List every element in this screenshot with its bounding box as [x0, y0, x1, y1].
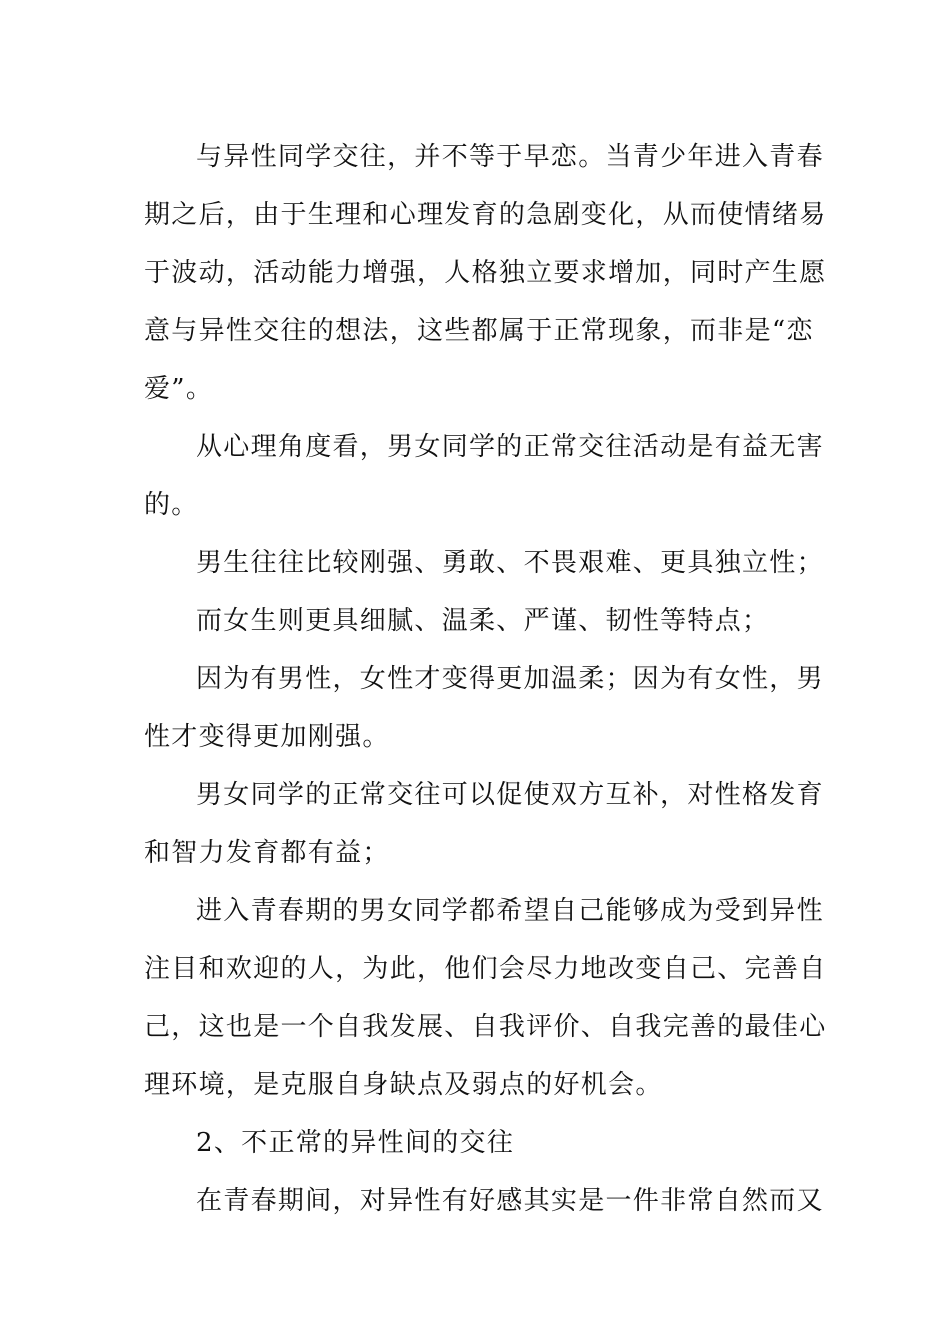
- paragraph-7: [144, 882, 827, 1114]
- text-line: 与异性同学交往，并不等于早恋。当青少年进入青春: [196, 142, 824, 172]
- paragraph-2: [144, 418, 824, 534]
- document-body: [144, 128, 827, 1230]
- text-line: 的。: [144, 490, 199, 520]
- text-line: 和智力发育都有益；: [144, 838, 390, 868]
- paragraph-8: [144, 1172, 824, 1230]
- text-line: 注目和欢迎的人，为此，他们会尽力地改变自己、完善自: [144, 954, 827, 984]
- paragraph-1: [144, 128, 827, 418]
- section-heading: [144, 1114, 806, 1172]
- paragraph-5: [144, 650, 824, 766]
- text-line: 意与异性交往的想法，这些都属于正常现象，而非是“恋: [144, 316, 814, 346]
- text-line: 爱”。: [144, 374, 214, 404]
- text-line: 期之后，由于生理和心理发育的急剧变化，从而使情绪易: [144, 200, 827, 230]
- paragraph-6: [144, 766, 824, 882]
- text-line: 性才变得更加刚强。: [144, 722, 390, 752]
- text-line: 从心理角度看，男女同学的正常交往活动是有益无害: [196, 432, 824, 462]
- text-line: 进入青春期的男女同学都希望自己能够成为受到异性: [196, 896, 824, 926]
- paragraph-3: [144, 534, 824, 592]
- text-line: 在青春期间，对异性有好感其实是一件非常自然而又: [196, 1186, 824, 1216]
- text-line: 男生往往比较刚强、勇敢、不畏艰难、更具独立性；: [196, 548, 824, 578]
- text-line: 理环境，是克服自身缺点及弱点的好机会。: [144, 1070, 663, 1100]
- text-line: 而女生则更具细腻、温柔、严谨、韧性等特点；: [196, 606, 770, 636]
- text-line: 因为有男性，女性才变得更加温柔；因为有女性，男: [196, 664, 824, 694]
- text-line: 于波动，活动能力增强，人格独立要求增加，同时产生愿: [144, 258, 827, 288]
- text-line: 己，这也是一个自我发展、自我评价、自我完善的最佳心: [144, 1012, 827, 1042]
- paragraph-4: [144, 592, 806, 650]
- text-line: 男女同学的正常交往可以促使双方互补，对性格发育: [196, 780, 824, 810]
- text-line: 2、不正常的异性间的交往: [196, 1128, 515, 1158]
